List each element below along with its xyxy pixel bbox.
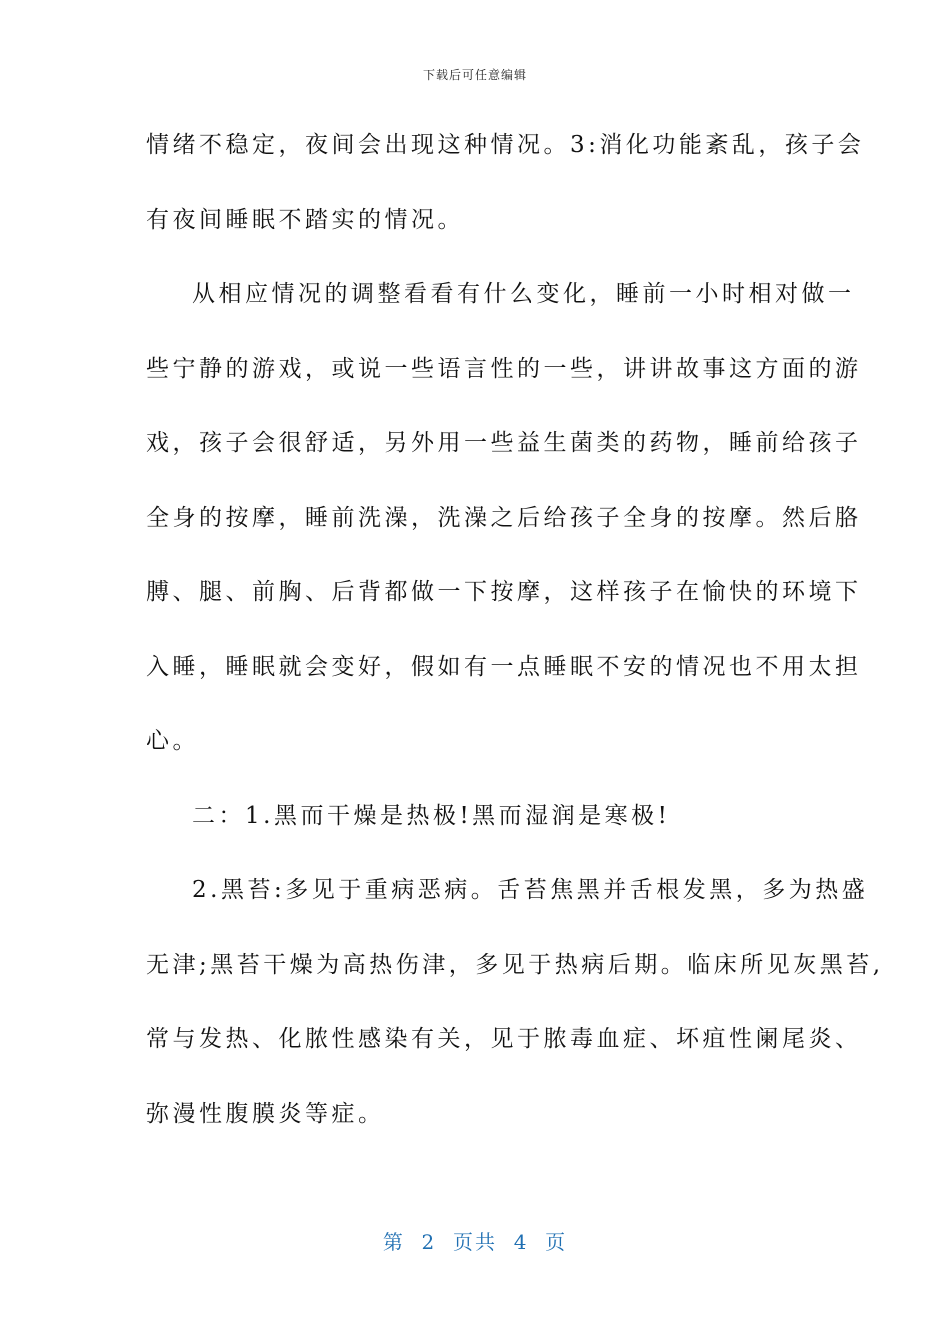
- body-line: 全身的按摩，睡前洗澡，洗澡之后给孩子全身的按摩。然后胳: [146, 504, 862, 531]
- body-line: 戏，孩子会很舒适，另外用一些益生菌类的药物，睡前给孩子: [146, 430, 862, 456]
- body-line: 常与发热、化脓性感染有关，见于脓毒血症、坏疽性阑尾炎、: [146, 1026, 862, 1052]
- header-note: 下载后可任意编辑: [422, 68, 527, 82]
- body-line: 2.黑苔:多见于重病恶病。舌苔焦黑并舌根发黑，多为热盛: [192, 877, 869, 903]
- body-line: 些宁静的游戏，或说一些语言性的一些，讲讲故事这方面的游: [146, 355, 862, 382]
- body-line: 膊、腿、前胸、后背都做一下按摩，这样孩子在愉快的环境下: [146, 579, 862, 605]
- body-line: 从相应情况的调整看看有什么变化，睡前一小时相对做一: [192, 281, 855, 307]
- body-line: 无津;黑苔干燥为高热伤津，多见于热病后期。临床所见灰黑苔,: [146, 951, 884, 978]
- body-line: 有夜间睡眠不踏实的情况。: [146, 206, 464, 233]
- body-line: 心。: [146, 728, 199, 754]
- page-number-footer: 第 2 页共 4 页: [382, 1230, 568, 1254]
- body-line: 二：1.黑而干燥是热极!黑而湿润是寒极!: [192, 802, 671, 829]
- body-line: 弥漫性腹膜炎等症。: [146, 1100, 385, 1127]
- document-body: [146, 122, 884, 1165]
- body-line: 入睡，睡眠就会变好，假如有一点睡眠不安的情况也不用太担: [146, 653, 862, 680]
- body-line: 情绪不稳定，夜间会出现这种情况。3:消化功能紊乱，孩子会: [146, 132, 865, 158]
